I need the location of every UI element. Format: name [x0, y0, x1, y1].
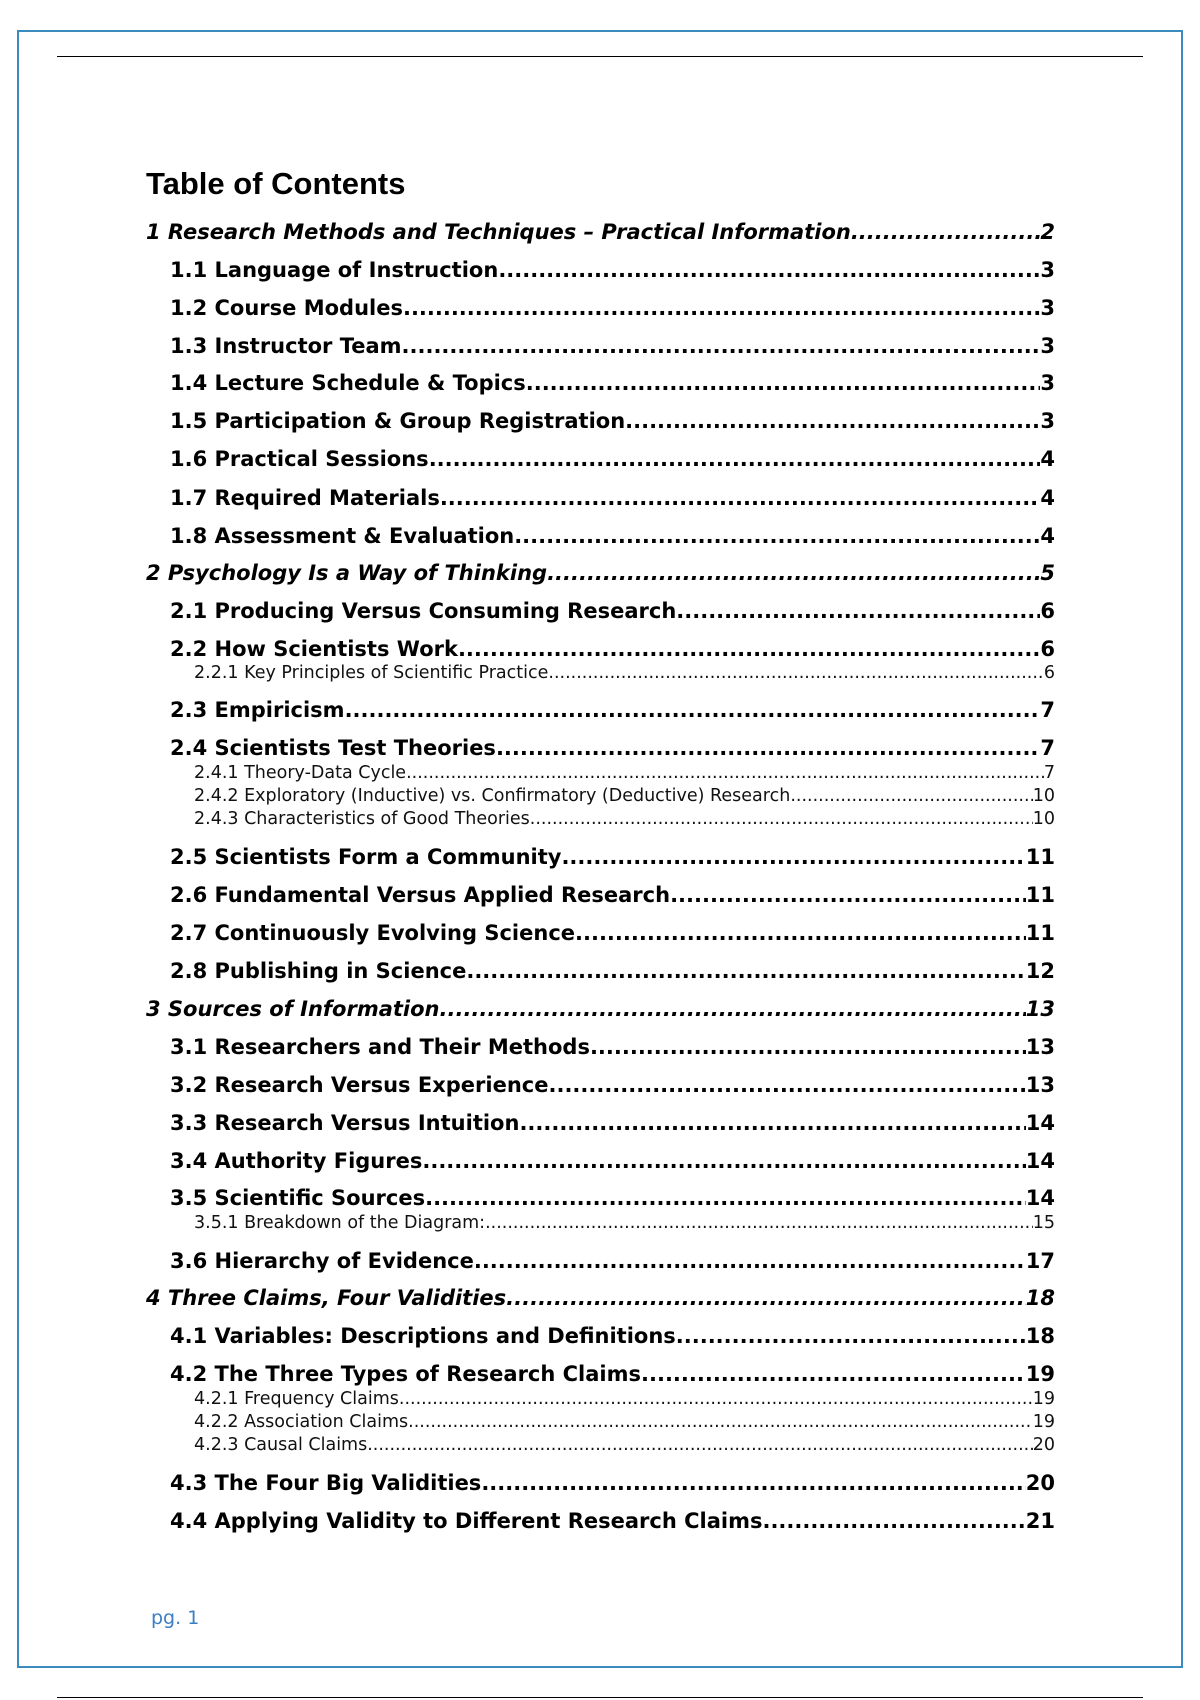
toc-dot-leader [506, 1285, 1026, 1311]
toc-entry-title: 4.2.1 Frequency Claims [194, 1389, 399, 1409]
toc-entry-title: 3.3 Research Versus Intuition [170, 1111, 520, 1135]
toc-entry-page: 3 [1040, 371, 1055, 395]
toc-entry-page: 19 [1032, 1412, 1055, 1432]
toc-entry-page: 11 [1025, 883, 1055, 907]
toc-entry-title: 3.5.1 Breakdown of the Diagram: [194, 1213, 486, 1233]
toc-entry[interactable] [170, 408, 1055, 434]
toc-entry-title: 2.4 Scientists Test Theories [170, 736, 496, 760]
toc-entry-title: 1.1 Language of Instruction [170, 258, 499, 282]
toc-entry-title: 3.5 Scientific Sources [170, 1186, 426, 1210]
toc-entry-page: 14 [1025, 1149, 1055, 1173]
toc-entry[interactable] [194, 785, 1055, 807]
toc-entry[interactable] [146, 996, 1055, 1022]
toc-entry[interactable] [170, 1470, 1055, 1496]
toc-entry-page: 19 [1032, 1389, 1055, 1409]
toc-entry-title: 1.8 Assessment & Evaluation [170, 524, 515, 548]
toc-entry[interactable] [170, 295, 1055, 321]
toc-entry-title: 3.1 Researchers and Their Methods [170, 1035, 590, 1059]
toc-entry-page: 19 [1025, 1362, 1055, 1386]
toc-entry-page: 14 [1025, 1186, 1055, 1210]
toc-entry-title: 2.8 Publishing in Science [170, 959, 467, 983]
toc-entry[interactable] [170, 1248, 1055, 1274]
toc-dot-leader [498, 257, 1040, 283]
toc-entry-title: 2.3 Empiricism [170, 698, 345, 722]
toc-dot-leader [345, 697, 1041, 723]
toc-entry-page: 5 [1040, 561, 1055, 585]
toc-entry-page: 11 [1025, 921, 1055, 945]
toc-entry-page: 13 [1025, 997, 1055, 1021]
toc-entry[interactable] [170, 1148, 1055, 1174]
toc-dot-leader [762, 1508, 1025, 1534]
toc-dot-leader [466, 958, 1025, 984]
toc-entry-title: 2.5 Scientists Form a Community [170, 845, 562, 869]
toc-entry-page: 18 [1025, 1324, 1055, 1348]
toc-entry-page: 4 [1040, 447, 1055, 471]
toc-entry[interactable] [146, 560, 1055, 586]
toc-entry-title: 2.2.1 Key Principles of Scientific Practice [194, 663, 549, 683]
toc-dot-leader [530, 808, 1033, 830]
toc-entry[interactable] [170, 882, 1055, 908]
toc-entry[interactable] [170, 1185, 1055, 1211]
toc-entry-page: 6 [1040, 637, 1055, 661]
toc-entry[interactable] [170, 844, 1055, 870]
toc-dot-leader [406, 762, 1044, 784]
toc-dot-leader [474, 1248, 1026, 1274]
toc-entry-title: 4.2 The Three Types of Research Claims [170, 1362, 642, 1386]
toc-entry-title: 3 Sources of Information [146, 997, 440, 1021]
toc-entry-title: 3.6 Hierarchy of Evidence [170, 1249, 474, 1273]
toc-entry-title: 2.2 How Scientists Work [170, 637, 458, 661]
toc-dot-leader [425, 1185, 1026, 1211]
toc-dot-leader [670, 882, 1026, 908]
toc-entry-page: 18 [1025, 1286, 1055, 1310]
toc-entry-title: 1.2 Course Modules [170, 296, 403, 320]
toc-entry-title: 4.1 Variables: Descriptions and Definitions [170, 1324, 676, 1348]
toc-entry[interactable] [170, 1110, 1055, 1136]
toc-entry-page: 13 [1025, 1073, 1055, 1097]
toc-entry-page: 6 [1040, 599, 1055, 623]
toc-entry-page: 10 [1032, 809, 1055, 829]
toc-entry-page: 11 [1025, 845, 1055, 869]
footer-page-number: pg. 1 [151, 1607, 200, 1629]
toc-entry-page: 20 [1025, 1471, 1055, 1495]
toc-dot-leader [399, 1388, 1033, 1410]
toc-entry-title: 1.7 Required Materials [170, 486, 440, 510]
toc-dot-leader [676, 1323, 1026, 1349]
toc-dot-leader [548, 1072, 1025, 1098]
toc-entry[interactable] [170, 446, 1055, 472]
toc-entry-title: 1.6 Practical Sessions [170, 447, 429, 471]
toc-entry[interactable] [194, 1212, 1055, 1234]
toc-entry[interactable] [170, 636, 1055, 662]
toc-entry-page: 3 [1040, 296, 1055, 320]
toc-entry[interactable] [194, 662, 1055, 684]
toc-entry[interactable] [170, 257, 1055, 283]
toc-dot-leader [496, 735, 1040, 761]
toc-entry-title: 2.4.3 Characteristics of Good Theories [194, 809, 530, 829]
toc-entry-page: 20 [1032, 1435, 1055, 1455]
toc-entry-title: 2.4.2 Exploratory (Inductive) vs. Confirmatory (Deductive) Research [194, 786, 791, 806]
toc-dot-leader [514, 523, 1040, 549]
toc-dot-leader [367, 1434, 1032, 1456]
toc-entry-title: 1 Research Methods and Techniques – Practical Information [146, 220, 851, 244]
toc-dot-leader [458, 636, 1040, 662]
toc-entry-page: 13 [1025, 1035, 1055, 1059]
toc-entry[interactable] [170, 1323, 1055, 1349]
toc-entry[interactable] [170, 735, 1055, 761]
toc-entry-title: 4.2.3 Causal Claims [194, 1435, 368, 1455]
toc-dot-leader [403, 295, 1040, 321]
toc-entry-page: 7 [1043, 763, 1055, 783]
toc-dot-leader [429, 446, 1041, 472]
toc-entry-title: 2.4.1 Theory-Data Cycle [194, 763, 407, 783]
toc-entry-title: 2 Psychology Is a Way of Thinking [146, 561, 548, 585]
toc-entry-title: 2.6 Fundamental Versus Applied Research [170, 883, 671, 907]
footer-rule [57, 1697, 1143, 1698]
toc-entry-page: 12 [1025, 959, 1055, 983]
toc-entry-page: 3 [1040, 258, 1055, 282]
toc-entry[interactable] [170, 1508, 1055, 1534]
toc-dot-leader [625, 408, 1040, 434]
toc-entry-page: 21 [1025, 1509, 1055, 1533]
toc-entry-page: 7 [1040, 736, 1055, 760]
toc-entry[interactable] [146, 219, 1055, 245]
toc-entry[interactable] [170, 598, 1055, 624]
toc-entry-title: 1.4 Lecture Schedule & Topics [170, 371, 526, 395]
toc-dot-leader [790, 785, 1032, 807]
toc-entry-page: 4 [1040, 524, 1055, 548]
toc-dot-leader [561, 844, 1025, 870]
toc-entry[interactable] [170, 485, 1055, 511]
toc-entry[interactable] [194, 1411, 1055, 1433]
toc-entry[interactable] [194, 762, 1055, 784]
toc-entry-page: 14 [1025, 1111, 1055, 1135]
toc-entry-title: 4.3 The Four Big Validities [170, 1471, 482, 1495]
toc-dot-leader [519, 1110, 1025, 1136]
toc-entry-page: 3 [1040, 409, 1055, 433]
toc-entry[interactable] [170, 920, 1055, 946]
toc-dot-leader [402, 333, 1041, 359]
toc-entry[interactable] [170, 1034, 1055, 1060]
toc-dot-leader [676, 598, 1040, 624]
toc-dot-leader [641, 1361, 1026, 1387]
toc-entry[interactable] [170, 958, 1055, 984]
toc-entry[interactable] [194, 808, 1055, 830]
toc-dot-leader [422, 1148, 1025, 1174]
toc-dot-leader [548, 662, 1043, 684]
toc-entry-title: 1.5 Participation & Group Registration [170, 409, 626, 433]
toc-entry-title: 2.7 Continuously Evolving Science [170, 921, 576, 945]
toc-entry[interactable] [194, 1434, 1055, 1456]
toc-entry-page: 3 [1040, 334, 1055, 358]
toc-entry[interactable] [170, 333, 1055, 359]
toc-entry-title: 4.4 Applying Validity to Different Research Claims [170, 1509, 763, 1533]
toc-entry[interactable] [170, 523, 1055, 549]
toc-entry-page: 10 [1032, 786, 1055, 806]
toc-entry[interactable] [170, 1072, 1055, 1098]
toc-entry-title: 4 Three Claims, Four Validities [146, 1286, 507, 1310]
toc-entry[interactable] [170, 370, 1055, 396]
toc-dot-leader [408, 1411, 1033, 1433]
toc-entry-title: 2.1 Producing Versus Consuming Research [170, 599, 677, 623]
toc-entry-page: 6 [1043, 663, 1055, 683]
toc-entry-title: 4.2.2 Association Claims [194, 1412, 409, 1432]
toc-entry-page: 7 [1040, 698, 1055, 722]
toc-dot-leader [481, 1470, 1025, 1496]
toc-dot-leader [547, 560, 1040, 586]
toc-entry-page: 17 [1025, 1249, 1055, 1273]
toc-dot-leader [440, 996, 1026, 1022]
toc-dot-leader [590, 1034, 1026, 1060]
toc-entry[interactable] [146, 1285, 1055, 1311]
toc-dot-leader [575, 920, 1026, 946]
toc-entry-title: 1.3 Instructor Team [170, 334, 402, 358]
toc-entry-page: 15 [1032, 1213, 1055, 1233]
toc-entry-page: 2 [1040, 220, 1055, 244]
toc-entry-page: 4 [1040, 486, 1055, 510]
toc-dot-leader [851, 219, 1041, 245]
toc-dot-leader [485, 1212, 1033, 1234]
toc-entry-title: 3.4 Authority Figures [170, 1149, 423, 1173]
toc-title: Table of Contents [146, 166, 406, 201]
toc-dot-leader [526, 370, 1041, 396]
toc-entry-title: 3.2 Research Versus Experience [170, 1073, 549, 1097]
toc-entry[interactable] [170, 697, 1055, 723]
toc-entry[interactable] [194, 1388, 1055, 1410]
toc-entry[interactable] [170, 1361, 1055, 1387]
toc-dot-leader [440, 485, 1041, 511]
